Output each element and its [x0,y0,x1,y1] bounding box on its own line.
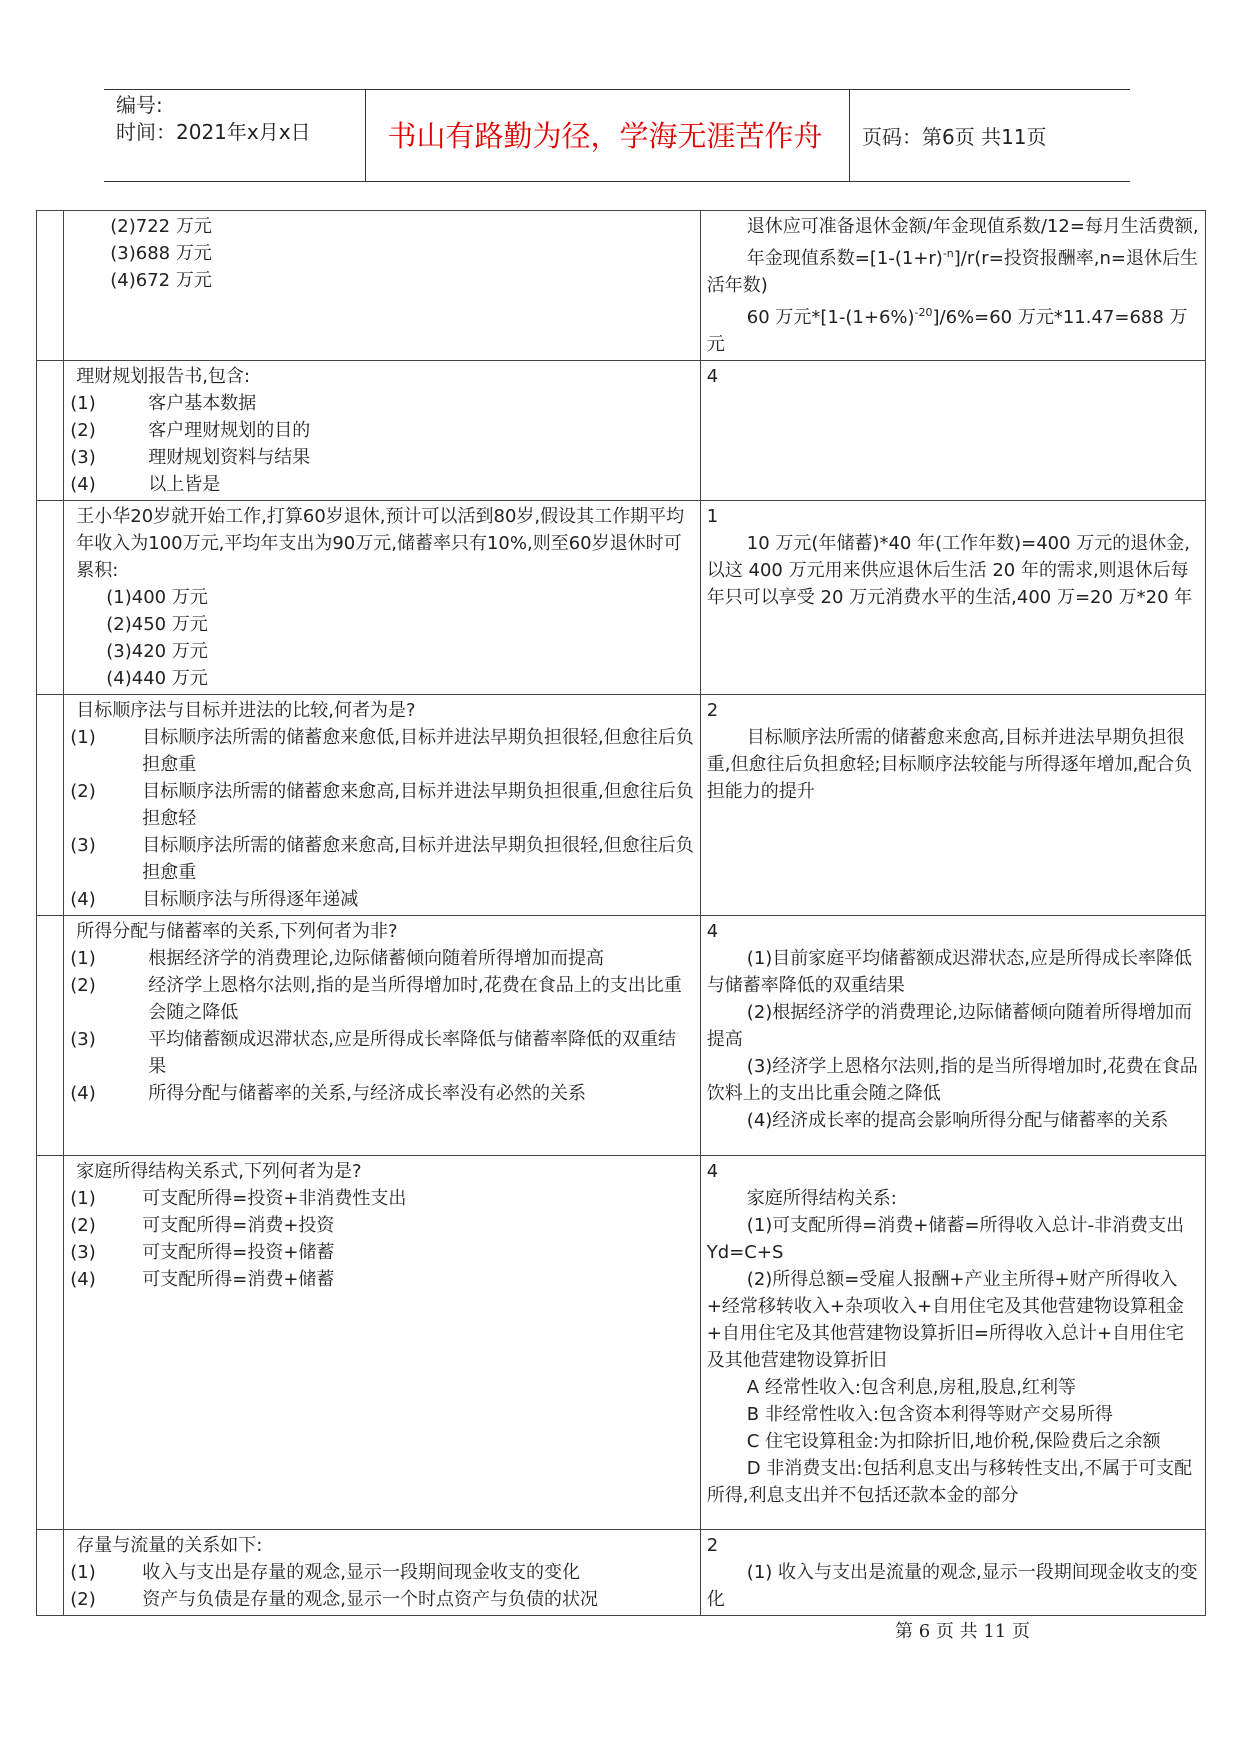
option-number: (4) [70,474,96,495]
option-line [70,417,694,444]
question-title: 家庭所得结构关系式,下列何者为是? [76,1161,362,1182]
answer-line: (2)根据经济学的消费理论,边际储蓄倾向随着所得增加而提高 [706,1002,1193,1050]
option-number: (1) [70,393,96,414]
row-marker-cell [37,916,64,1156]
option-line [70,886,694,913]
choice-line: (3)420 万元 [106,641,208,662]
header-number: 编号: [116,93,163,117]
question-title: 存量与流量的关系如下: [76,1535,263,1556]
choice-line: (4)440 万元 [106,668,208,689]
answer-line: (1)目前家庭平均储蓄额成迟滞状态,应是所得成长率降低与储蓄率降低的双重结果 [706,948,1193,996]
option-number: (3) [70,447,96,468]
option-number: (3) [70,835,96,856]
choice-line: (1)400 万元 [106,587,208,608]
option-text: 目标顺序法所需的储蓄愈来愈高,目标并进法早期负担很轻,但愈往后负担愈重 [142,835,694,883]
option-text: 收入与支出是存量的观念,显示一段期间现金收支的变化 [142,1562,580,1583]
answer-cell [700,1530,1205,1616]
header-top-rule [104,89,1130,90]
option-text: 以上皆是 [148,474,221,495]
option-text: 平均储蓄额成迟滞状态,应是所得成长率降低与储蓄率降低的双重结果 [148,1029,676,1077]
answer-line: 10 万元(年储蓄)*40 年(工作年数)=400 万元的退休金,以这 400 万元用来供应退休后生活 20 年的需求,则退休后每年只可以享受 20 万元消费水平的生活,400 万=20 万*20 年 [706,533,1193,608]
answer-formula: 60 万元$*[1-(1+6\%)^{-20}]/6\%=60$ 万元*11.47=688 万元 [706,306,1188,355]
option-line [70,1239,694,1266]
table-row [37,361,1206,501]
option-line [70,972,694,1026]
header-bottom-rule [104,181,1130,182]
row-marker-cell [37,1530,64,1616]
table-row [37,916,1206,1156]
table-row [37,211,1206,361]
question-cell [64,211,701,361]
option-line [70,724,694,778]
question-cell [64,1530,701,1616]
answer-line: 家庭所得结构关系: [746,1188,897,1209]
option-number: (1) [70,948,96,969]
option-line [70,832,694,886]
question-title: 理财规划报告书,包含: [76,366,251,387]
answer-cell [700,361,1205,501]
option-line [70,471,694,498]
answer-line: 退休应可准备退休金额/年金现值系数/12=每月生活费额, [746,216,1199,237]
answer-key: 4 [706,921,719,942]
answer-cell [700,916,1205,1156]
option-text: 可支配所得=消费+投资 [142,1215,335,1236]
option-text: 理财规划资料与结果 [148,447,311,468]
option-number: (2) [70,420,96,441]
option-text: 客户基本数据 [148,393,257,414]
option-text: 所得分配与储蓄率的关系,与经济成长率没有必然的关系 [148,1083,586,1104]
answer-formula: 年金现值系数$=[1-(1+r)^{-n}]/r(r=$投资报酬率,n=退休后生活年数) [706,247,1198,296]
choice-line: (3)688 万元 [110,243,212,264]
choice-line: (2)450 万元 [106,614,208,635]
option-line [70,1026,694,1080]
option-text: 可支配所得=投资+储蓄 [142,1242,335,1263]
option-text: 可支配所得=消费+储蓄 [142,1269,335,1290]
option-line [70,1212,694,1239]
answer-line: C 住宅设算租金:为扣除折旧,地价税,保险费后之余额 [746,1431,1161,1452]
answer-line: A 经常性收入:包含利息,房租,股息,红利等 [746,1377,1077,1398]
option-number: (1) [70,1562,96,1583]
option-number: (2) [70,781,96,802]
option-text: 目标顺序法与所得逐年递减 [142,889,359,910]
qa-table [36,210,1206,1616]
question-title: 目标顺序法与目标并进法的比较,何者为是? [76,700,416,721]
option-number: (4) [70,889,96,910]
option-number: (2) [70,975,96,996]
row-marker-cell [37,361,64,501]
answer-line: 目标顺序法所需的储蓄愈来愈高,目标并进法早期负担很重,但愈往后负担愈轻;目标顺序法较能与所得逐年增加,配合负担能力的提升 [706,727,1193,802]
answer-line: D 非消费支出:包括利息支出与移转性支出,不属于可支配所得,利息支出并不包括还款本金的部分 [706,1458,1193,1506]
option-number: (1) [70,1188,96,1209]
option-number: (3) [70,1242,96,1263]
answer-key: 2 [706,1535,719,1556]
option-line [70,1586,694,1613]
answer-cell [700,1156,1205,1530]
option-line [70,444,694,471]
question-cell [64,1156,701,1530]
option-line [70,1266,694,1293]
answer-key: 2 [706,700,719,721]
question-title: 所得分配与储蓄率的关系,下列何者为非? [76,921,398,942]
option-line [70,945,694,972]
table-row [37,1156,1206,1530]
answer-line: (3)经济学上恩格尔法则,指的是当所得增加时,花费在食品饮料上的支出比重会随之降低 [706,1056,1198,1104]
table-row [37,695,1206,916]
table-row [37,501,1206,695]
option-text: 根据经济学的消费理论,边际储蓄倾向随着所得增加而提高 [148,948,604,969]
choice-line: (2)722 万元 [110,216,212,237]
option-line [70,1185,694,1212]
answer-key: 4 [706,1161,719,1182]
answer-line: (2)所得总额=受雇人报酬+产业主所得+财产所得收入+经常移转收入+杂项收入+自用住宅及其他营建物设算租金+自用住宅及其他营建物设算折旧=所得收入总计+自用住宅及其他营建物设算折旧 [706,1269,1185,1371]
option-number: (2) [70,1589,96,1610]
choice-line: (4)672 万元 [110,270,212,291]
answer-cell [700,211,1205,361]
header-motto: 书山有路勤为径，学海无涯苦作舟 [387,119,823,153]
option-text: 资产与负债是存量的观念,显示一个时点资产与负债的状况 [142,1589,598,1610]
question-cell [64,916,701,1156]
answer-key: 4 [706,366,719,387]
option-text: 经济学上恩格尔法则,指的是当所得增加时,花费在食品上的支出比重会随之降低 [148,975,682,1023]
option-number: (1) [70,727,96,748]
header-time: 时间：2021年x月x日 [116,120,311,144]
question-cell [64,501,701,695]
row-marker-cell [37,211,64,361]
option-line [70,390,694,417]
answer-line: B 非经常性收入:包含资本利得等财产交易所得 [746,1404,1113,1425]
question-title: 王小华20岁就开始工作,打算60岁退休,预计可以活到80岁,假设其工作期平均年收入为100万元,平均年支出为90万元,储蓄率只有10%,则至60岁退休时可累积: [76,506,685,581]
header-page: 页码：第6页 共11页 [862,125,1047,149]
option-text: 目标顺序法所需的储蓄愈来愈低,目标并进法早期负担很轻,但愈往后负担愈重 [142,727,694,775]
answer-cell [700,501,1205,695]
row-marker-cell [37,1156,64,1530]
page-footer: 第 6 页 共 11 页 [895,1621,1030,1642]
row-marker-cell [37,695,64,916]
row-marker-cell [37,501,64,695]
answer-line: (1) 收入与支出是流量的观念,显示一段期间现金收支的变化 [706,1562,1198,1610]
option-text: 可支配所得=投资+非消费性支出 [142,1188,407,1209]
header-divider [849,89,850,181]
question-cell [64,361,701,501]
answer-line: (1)可支配所得=消费+储蓄=所得收入总计-非消费支出 Yd=C+S [706,1215,1185,1263]
question-cell [64,695,701,916]
answer-key: 1 [706,506,719,527]
option-number: (2) [70,1215,96,1236]
table-row [37,1530,1206,1616]
option-number: (3) [70,1029,96,1050]
option-line [70,778,694,832]
option-line [70,1080,694,1107]
option-text: 客户理财规划的目的 [148,420,311,441]
option-number: (4) [70,1269,96,1290]
answer-line: (4)经济成长率的提高会影响所得分配与储蓄率的关系 [746,1110,1169,1131]
option-line [70,1559,694,1586]
answer-cell [700,695,1205,916]
option-number: (4) [70,1083,96,1104]
option-text: 目标顺序法所需的储蓄愈来愈高,目标并进法早期负担很重,但愈往后负担愈轻 [142,781,694,829]
